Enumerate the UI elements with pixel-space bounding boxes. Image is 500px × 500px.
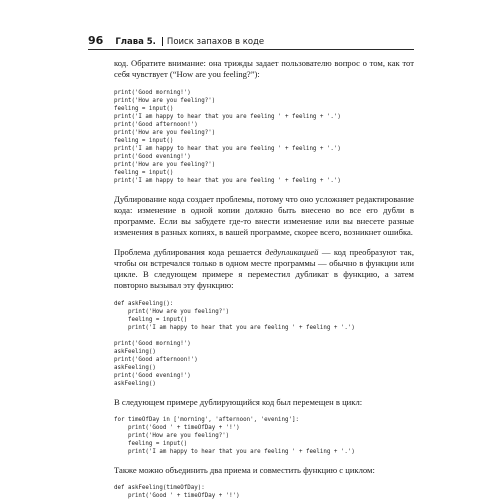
paragraph-intro: код. Обратите внимание: она трижды задает пользователю вопрос о том, как тот себя чувствует (“How are you feeling?”): <box>114 58 414 79</box>
code-line: print('Good morning!') <box>114 90 191 96</box>
code-line: print('I am happy to hear that you are feeling ' + feeling + '.') <box>114 114 341 120</box>
code-line: print('I am happy to hear that you are feeling ' + feeling + '.') <box>114 178 341 184</box>
code-line: feeling = input() <box>114 170 174 176</box>
code-gap <box>114 332 414 340</box>
paragraph-text: — код преобразуют так, чтобы он встречался только в одном месте программы — обычно в функции или цикле. В следующем примере я переместил дубликат в функцию, а затем повторно вызывал эту функцию: <box>114 247 414 290</box>
chapter-title: Поиск запахов в коде <box>166 37 265 47</box>
code-line: def askFeeling(timeOfDay): <box>114 485 205 491</box>
code-line: askFeeling() <box>114 381 156 387</box>
chapter-label: Глава 5. <box>115 37 156 47</box>
paragraph-duplication-problem: Дублирование кода создает проблемы, потому что оно усложняет редактирование кода: изменение в одной копии должно быть внесено во все его дубли в программе. Если вы забудете где-то внести изменение или вы внесете разные изменения в разных копиях, в вашей программе, скорее всего, возникнет ошибка. <box>114 194 414 237</box>
code-line: feeling = input() <box>114 138 174 144</box>
code-line: print('I am happy to hear that you are feeling ' + feeling + '.') <box>114 449 355 455</box>
code-line: for timeOfDay in ['morning', 'afternoon', 'evening']: <box>114 417 299 423</box>
code-block-function <box>114 300 414 388</box>
code-line: feeling = input() <box>114 106 174 112</box>
paragraph-deduplication <box>114 247 414 291</box>
code-block-duplicated <box>114 89 414 185</box>
page-header <box>88 27 414 50</box>
code-line: print('Good evening!') <box>114 373 191 379</box>
paragraph-combined: Также можно объединить два приема и совместить функцию с циклом: <box>114 465 375 475</box>
code-block-loop <box>114 416 414 456</box>
code-line: print('Good afternoon!') <box>114 357 198 363</box>
code-line: askFeeling() <box>114 365 156 371</box>
code-line: print('Good ' + timeOfDay + '!') <box>114 425 240 431</box>
page-number: 96 <box>88 34 104 47</box>
code-line: print('How are you feeling?') <box>114 162 216 168</box>
code-line: print('How are you feeling?') <box>114 130 216 136</box>
code-line: print('I am happy to hear that you are feeling ' + feeling + '.') <box>114 146 341 152</box>
code-line: feeling = input() <box>114 441 188 447</box>
code-line: print('I am happy to hear that you are feeling ' + feeling + '.') <box>114 325 355 331</box>
code-line: print('Good afternoon!') <box>114 122 198 128</box>
code-line: askFeeling() <box>114 349 156 355</box>
code-block-combined <box>114 484 414 500</box>
code-line: print('Good ' + timeOfDay + '!') <box>114 493 240 499</box>
paragraph-loop: В следующем примере дублирующийся код был перемещен в цикл: <box>114 397 363 407</box>
code-line: feeling = input() <box>114 317 188 323</box>
code-line: def askFeeling(): <box>114 301 174 307</box>
page-body <box>114 58 414 500</box>
emphasis-term: дедупликацией <box>265 247 319 257</box>
paragraph-text: Проблема дублирования кода решается <box>114 247 266 257</box>
code-line: print('How are you feeling?') <box>114 98 216 104</box>
code-line: print('How are you feeling?') <box>114 433 230 439</box>
header-separator <box>162 37 163 46</box>
code-line: print('Good morning!') <box>114 341 191 347</box>
code-line: print('How are you feeling?') <box>114 309 230 315</box>
code-line: print('Good evening!') <box>114 154 191 160</box>
